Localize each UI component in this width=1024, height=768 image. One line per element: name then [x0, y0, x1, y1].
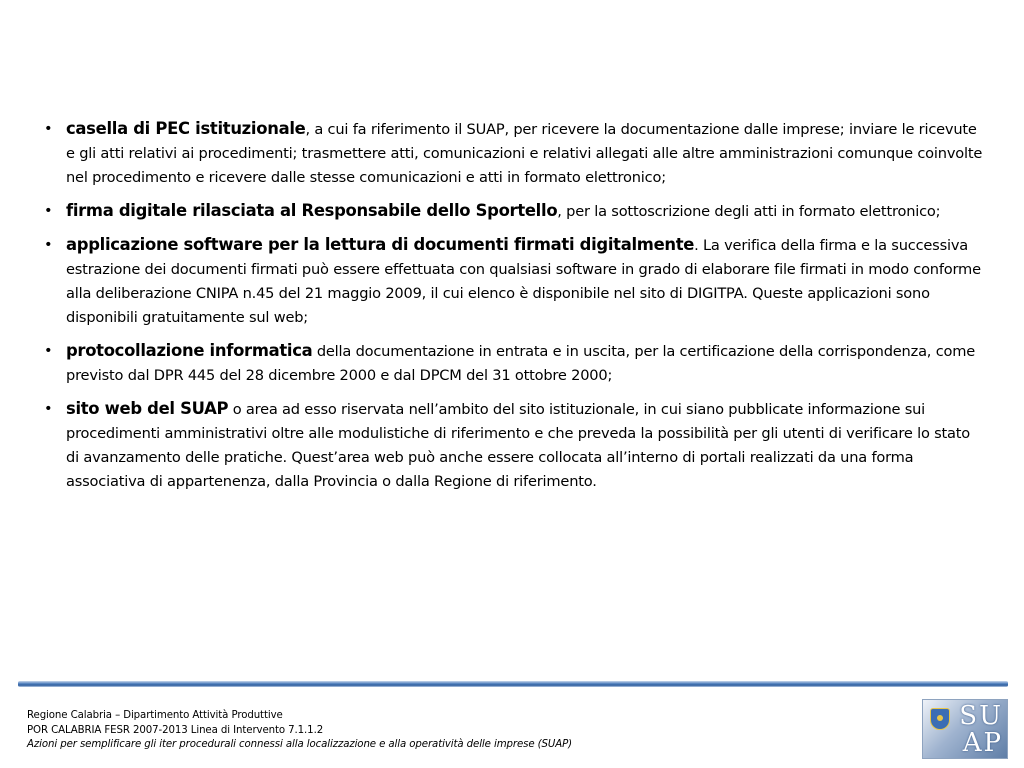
- footer-line-region: Regione Calabria – Dipartimento Attività Produttive: [27, 710, 283, 721]
- bullet-text: . La verifica della firma e la successiva estrazione dei documenti firmati può essere effettuata con qualsiasi software in grado di elaborare file firmati in modo conforme alla deliberazione CNIPA n.45 del 21 maggio 2009, il cui elenco è disponibile nel sito di DIGITPA. Queste applicazioni sono disponibili gratuitamente sul web;: [66, 237, 981, 326]
- bullet-item-applicazione-software: [44, 233, 984, 330]
- bullet-item-protocollazione: [44, 339, 984, 388]
- logo-text-top: SU: [959, 701, 1003, 731]
- bullet-marker: •: [44, 236, 53, 253]
- bullet-title: sito web del SUAP: [66, 399, 229, 418]
- bullet-text: o area ad esso riservata nell’ambito del sito istituzionale, in cui siano pubblicate informazione sui procedimenti amministrativi oltre alle modulistiche di riferimento e che preveda la possibilità per gli utenti di verificare lo stato di avanzamento delle pratiche. Quest’area web può anche essere collocata all’interno di portali realizzati da una forma associativa di appartenenza, dalla Provincia o dalla Regione di riferimento.: [66, 401, 971, 490]
- bullet-marker: •: [44, 400, 53, 417]
- suap-logo: [922, 699, 1008, 759]
- bullet-text: , per la sottoscrizione degli atti in formato elettronico;: [557, 203, 941, 220]
- region-crest-icon: [930, 708, 950, 730]
- bullet-marker: •: [44, 120, 53, 137]
- bullet-marker: •: [44, 342, 53, 359]
- bullet-marker: •: [44, 202, 53, 219]
- bullet-text: , a cui fa riferimento il SUAP, per ricevere la documentazione dalle imprese; inviare le ricevute e gli atti relativi ai procedimenti; trasmettere atti, comunicazioni e relativi allegati alle altre amministrazioni comunque coinvolte nel procedimento e ricevere dalle stesse comunicazioni e atti in formato elettronico;: [66, 121, 983, 186]
- bullet-title: casella di PEC istituzionale: [66, 119, 306, 138]
- bullet-item-firma-digitale: [44, 199, 984, 224]
- bullet-item-pec: [44, 117, 984, 190]
- bullet-title: firma digitale rilasciata al Responsabile dello Sportello: [66, 201, 558, 220]
- bullet-list: [44, 117, 984, 503]
- bullet-title: protocollazione informatica: [66, 341, 313, 360]
- footer-divider: [18, 681, 1008, 687]
- footer-line-program: POR CALABRIA FESR 2007-2013 Linea di Intervento 7.1.1.2: [27, 724, 324, 736]
- bullet-item-sito-web: [44, 397, 984, 494]
- footer-line-project: Azioni per semplificare gli iter procedurali connessi alla localizzazione e alla operatività delle imprese (SUAP): [27, 739, 573, 751]
- bullet-text: della documentazione in entrata e in uscita, per la certificazione della corrispondenza, come previsto dal DPR 445 del 28 dicembre 2000 e dal DPCM del 31 ottobre 2000;: [66, 343, 976, 384]
- logo-text-bottom: AP: [962, 728, 1003, 758]
- bullet-title: applicazione software per la lettura di documenti firmati digitalmente: [66, 235, 695, 254]
- footer: [27, 709, 572, 753]
